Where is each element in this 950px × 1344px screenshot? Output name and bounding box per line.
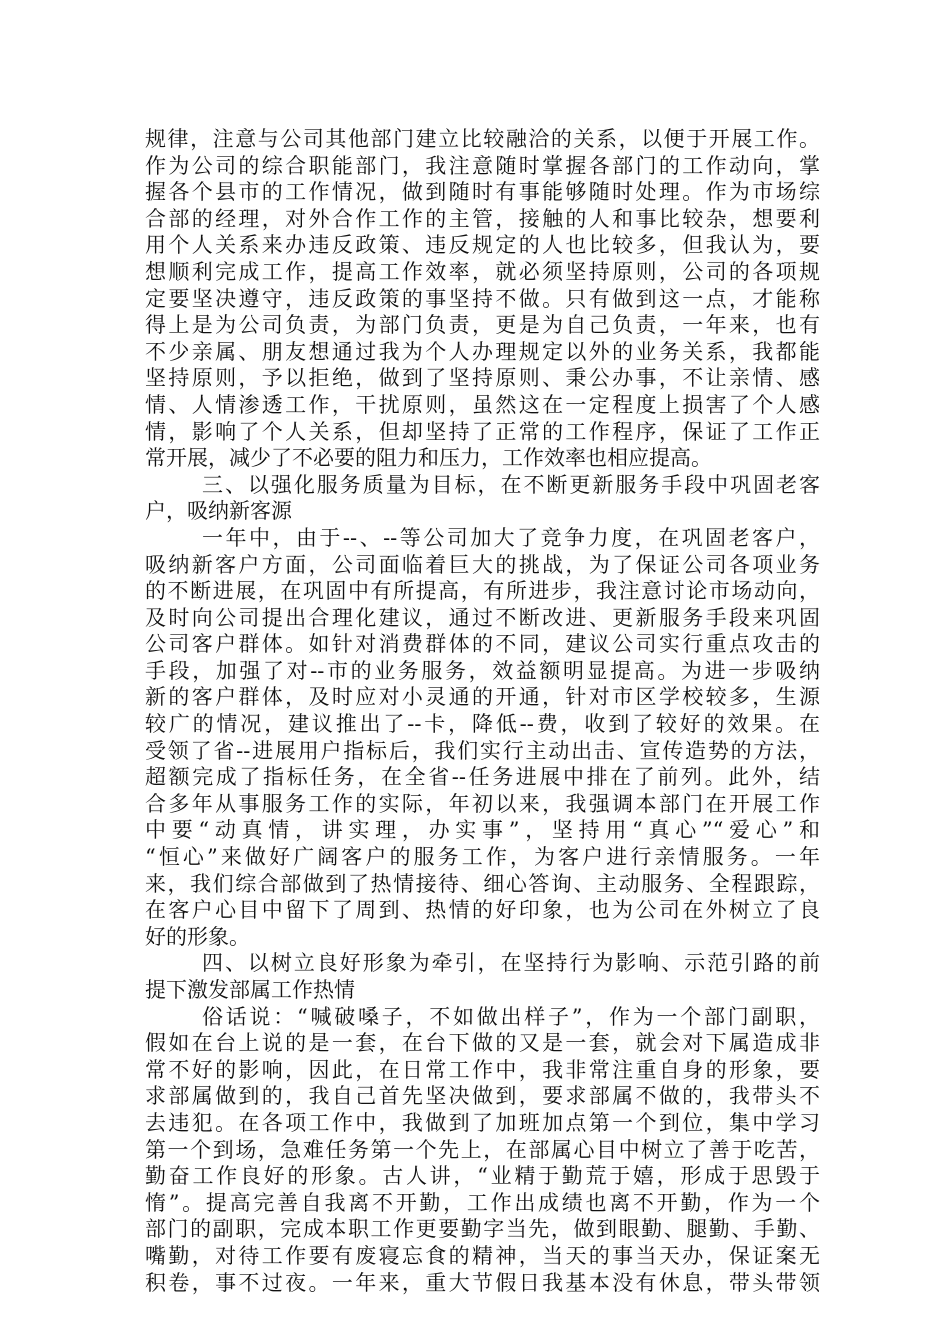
text-line: “恒心”来做好广阔客户的服务工作，为客户进行亲情服务。一年	[145, 845, 820, 870]
text-line: 部门的副职，完成本职工作更要勤字当先，做到眼勤、腿勤、手勤、	[145, 1217, 820, 1242]
text-line: 及时向公司提出合理化建议，通过不断改进、更新服务手段来巩固	[145, 605, 820, 630]
text-line: 手段，加强了对--市的业务服务，效益额明显提高。为进一步吸纳	[145, 658, 820, 683]
text-line: 不少亲属、朋友想通过我为个人办理规定以外的业务关系，我都能	[145, 339, 820, 364]
text-line: 较广的情况，建议推出了--卡，降低--费，收到了较好的效果。在	[145, 712, 820, 737]
text-line: 吸纳新客户方面，公司面临着巨大的挑战，为了保证公司各项业务	[145, 552, 820, 577]
text-line: 情、人情渗透工作，干扰原则，虽然这在一定程度上损害了个人感	[145, 392, 820, 417]
section-heading-line: 提下激发部属工作热情	[145, 978, 355, 1002]
text-line: 第一个到场，急难任务第一个先上，在部属心目中树立了善于吃苦，	[145, 1137, 820, 1162]
text-line: 作为公司的综合职能部门，我注意随时掌握各部门的工作动向，掌	[145, 153, 820, 178]
text-line: 俗话说：“喊破嗓子，不如做出样子”，作为一个部门副职，	[202, 1004, 820, 1029]
section-heading-line: 三、以强化服务质量为目标，在不断更新服务手段中巩固老客	[202, 472, 820, 497]
section-heading-line: 四、以树立良好形象为牵引，在坚持行为影响、示范引路的前	[202, 951, 820, 976]
text-line: 惰”。提高完善自我离不开勤，工作出成绩也离不开勤，作为一个	[145, 1190, 820, 1215]
text-line: 合部的经理，对外合作工作的主管，接触的人和事比较杂，想要利	[145, 206, 820, 231]
text-line: 好的形象。	[145, 924, 250, 949]
text-line: 坚持原则，予以拒绝，做到了坚持原则、秉公办事，不让亲情、感	[145, 366, 820, 391]
section-heading-line: 户，吸纳新客源	[145, 499, 292, 524]
text-line: 去违犯。在各项工作中，我做到了加班加点第一个到位，集中学习	[145, 1110, 820, 1135]
text-line: 规律，注意与公司其他部门建立比较融洽的关系，以便于开展工作。	[145, 127, 820, 151]
text-line: 常开展，减少了不必要的阻力和压力，工作效率也相应提高。	[145, 446, 712, 471]
text-line: 求部属做到的，我自己首先坚决做到，要求部属不做的，我带头不	[145, 1084, 820, 1109]
text-line: 来，我们综合部做到了热情接待、细心答询、主动服务、全程跟踪，	[145, 871, 820, 896]
text-line: 受领了省--进展用户指标后，我们实行主动出击、宣传造势的方法，	[145, 738, 820, 763]
text-line: 得上是为公司负责，为部门负责，更是为自己负责，一年来，也有	[145, 313, 820, 338]
text-line: 中要“动真情，讲实理，办实事”，坚持用“真心”“爱心”和	[145, 818, 820, 843]
document-body	[145, 126, 820, 1296]
text-line: 用个人关系来办违反政策、违反规定的人也比较多，但我认为，要	[145, 233, 820, 258]
text-line: 在客户心目中留下了周到、热情的好印象，也为公司在外树立了良	[145, 898, 820, 923]
text-line: 嘴勤，对待工作要有废寝忘食的精神，当天的事当天办，保证案无	[145, 1243, 820, 1268]
text-line: 积卷，事不过夜。一年来，重大节假日我基本没有休息，带头带领	[145, 1270, 820, 1295]
text-line: 超额完成了指标任务，在全省--任务进展中排在了前列。此外，结	[145, 765, 820, 790]
text-line: 定要坚决遵守，违反政策的事坚持不做。只有做到这一点，才能称	[145, 286, 820, 311]
text-line: 情，影响了个人关系，但却坚持了正常的工作程序，保证了工作正	[145, 419, 820, 444]
text-line: 常不好的影响，因此，在日常工作中，我非常注重自身的形象，要	[145, 1057, 820, 1082]
text-line: 一年中，由于--、--等公司加大了竞争力度，在巩固老客户，	[202, 525, 820, 550]
text-line: 新的客户群体，及时应对小灵通的开通，针对市区学校较多，生源	[145, 685, 820, 710]
text-line: 的不断进展，在巩固中有所提高，有所进步，我注意讨论市场动向，	[145, 579, 820, 604]
text-line: 公司客户群体。如针对消费群体的不同，建议公司实行重点攻击的	[145, 632, 820, 657]
text-line: 握各个县市的工作情况，做到随时有事能够随时处理。作为市场综	[145, 180, 820, 205]
text-line: 假如在台上说的是一套，在台下做的又是一套，就会对下属造成非	[145, 1031, 820, 1056]
text-line: 合多年从事服务工作的实际，年初以来，我强调本部门在开展工作	[145, 791, 820, 816]
text-line: 勤奋工作良好的形象。古人讲，“业精于勤荒于嬉，形成于思毁于	[145, 1164, 820, 1189]
text-line: 想顺利完成工作，提高工作效率，就必须坚持原则，公司的各项规	[145, 259, 820, 284]
